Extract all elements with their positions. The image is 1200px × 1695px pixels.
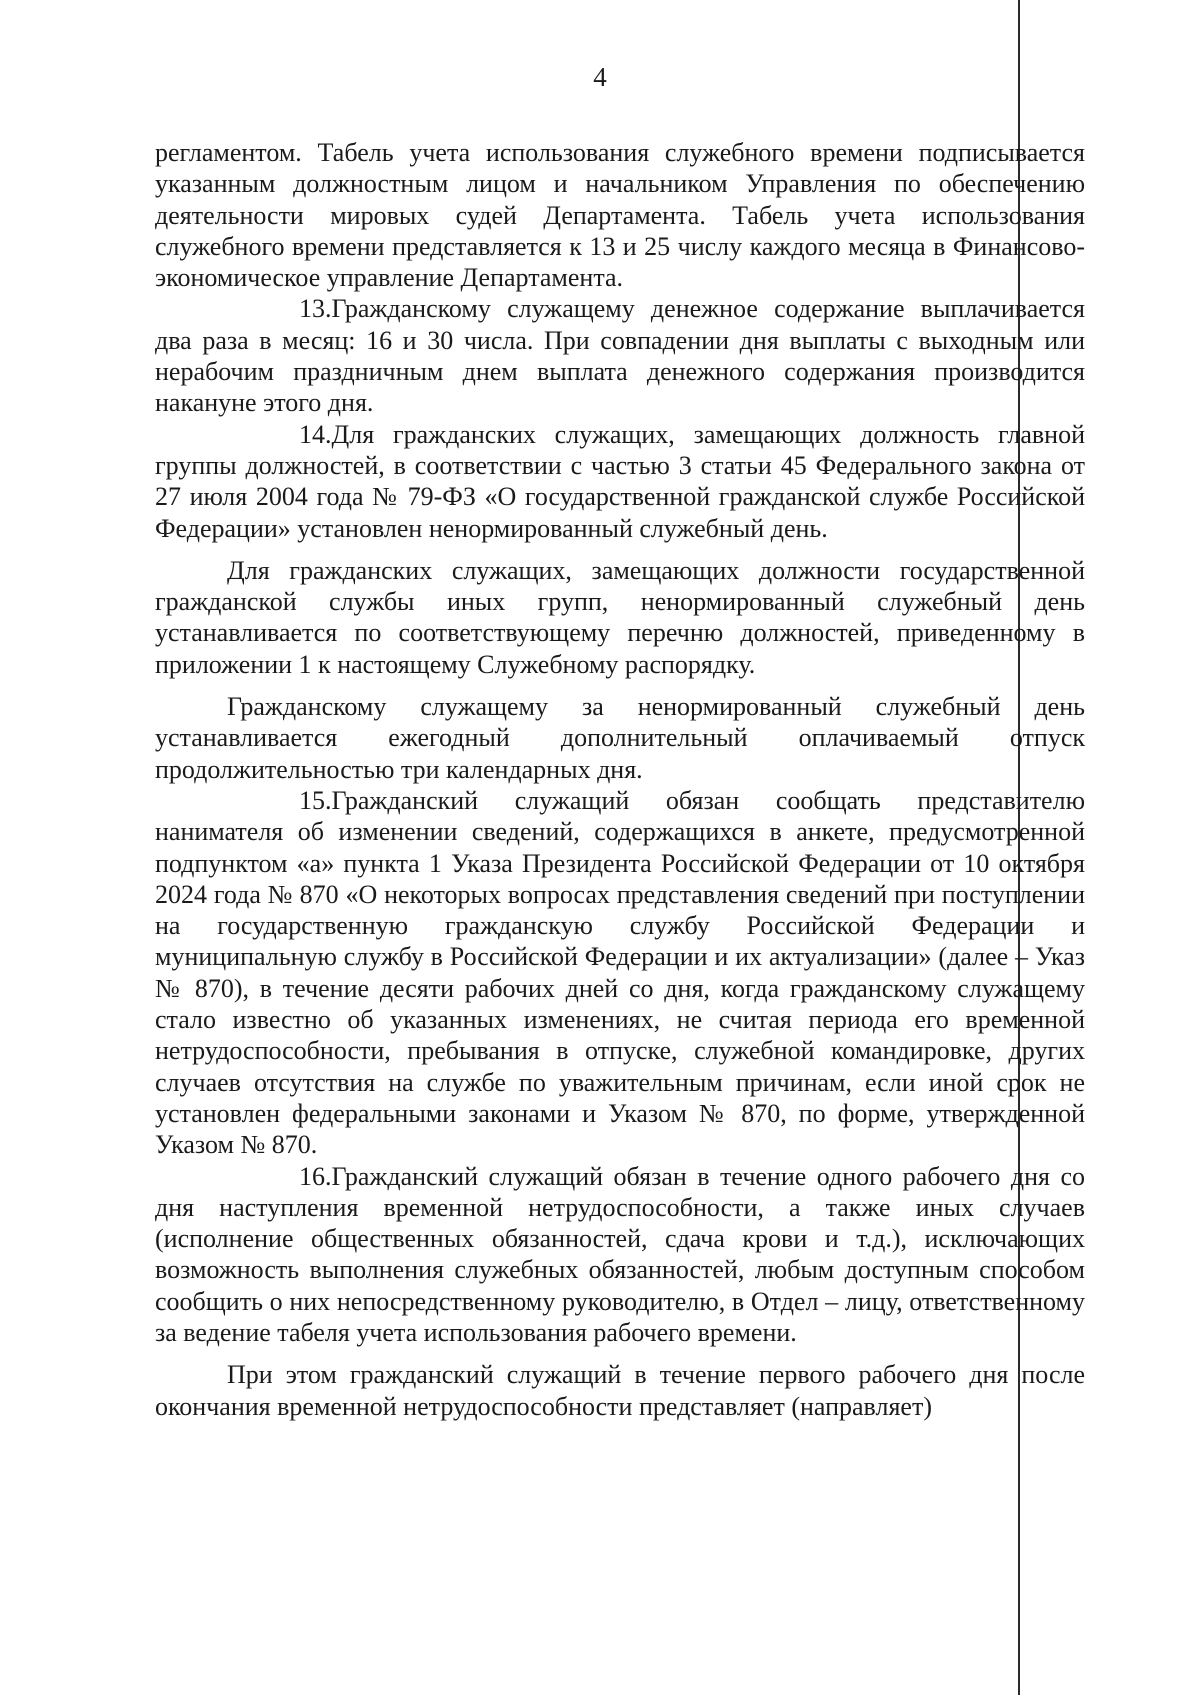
paragraph [155,785,1085,1161]
paragraph-text: Гражданский служащий обязан в течение одного рабочего дня со дня наступления временной нетрудоспособности, а также иных случаев (исполнение общественных обязанностей, сдача крови и т.д.), исключающих возможность выполнения служебных обязанностей, любым доступным способом сообщить о них непосредственному руководителю, в Отдел – лицу, ответственному за ведение табеля учета использования рабочего времени. [155,1161,1085,1347]
paragraph [155,555,1085,680]
document-body [155,137,1085,1422]
page-number: 4 [593,62,607,92]
paragraph [155,137,1085,293]
paragraph [155,293,1085,418]
paragraph-text: Для гражданских служащих, замещающих должности государственной гражданской службы иных групп, ненормированный служебный день устанавливается по соответствующему перечню должностей, приведенному в приложении 1 к настоящему Служебному распорядку. [155,555,1085,679]
paragraph-text: Гражданскому служащему за ненормированный служебный день устанавливается ежегодный дополнительный оплачиваемый отпуск продолжительностью три календарных дня. [155,692,1085,784]
paragraph-number: 16. [299,1161,332,1191]
paragraph [155,1161,1085,1349]
paragraph-number: 13. [299,294,332,324]
paragraph-text: регламентом. Табель учета использования служебного времени подписывается указанным должностным лицом и начальником Управления по обеспечению деятельности мировых судей Департамента. Табель учета использования служебного времени представляется к 13 и 25 числу каждого месяца в Финансово-экономическое управление Департамента. [155,138,1085,293]
paragraph-text: При этом гражданский служащий в течение первого рабочего дня после окончания временной нетрудоспособности представляет (направляет) [155,1360,1085,1421]
paragraph-number: 14. [299,419,332,449]
paragraph [155,419,1085,544]
paragraph-number: 15. [299,785,332,815]
paragraph-text: Гражданскому служащему денежное содержание выплачивается два раза в месяц: 16 и 30 числа. При совпадении дня выплаты с выходным или нерабочим праздничным днем выплата денежного содержания производится накануне этого дня. [155,294,1085,418]
paragraph [155,1359,1085,1422]
paragraph-text: Гражданский служащий обязан сообщать представителю нанимателя об изменении сведений, содержащихся в анкете, предусмотренной подпунктом «а» пункта 1 Указа Президента Российской Федерации от 10 октября 2024 года № 870 «О некоторых вопросах представления сведений при поступлении на государственную гражданскую службу Российской Федерации и муниципальную службу в Российской Федерации и их актуализации» (далее – Указ № 870), в течение десяти рабочих дней со дня, когда гражданскому служащему стало известно об указанных изменениях, не считая периода его временной нетрудоспособности, пребывания в отпуске, служебной командировке, других случаев отсутствия на службе по уважительным причинам, если иной срок не установлен федеральными законами и Указом № 870, по форме, утвержденной Указом № 870. [155,785,1085,1160]
paragraph-text: Для гражданских служащих, замещающих должность главной группы должностей, в соответствии с частью 3 статьи 45 Федерального закона от 27 июля 2004 года № 79-ФЗ «О государственной гражданской службе Российской Федерации» установлен ненормированный служебный день. [155,419,1085,543]
paragraph [155,691,1085,785]
